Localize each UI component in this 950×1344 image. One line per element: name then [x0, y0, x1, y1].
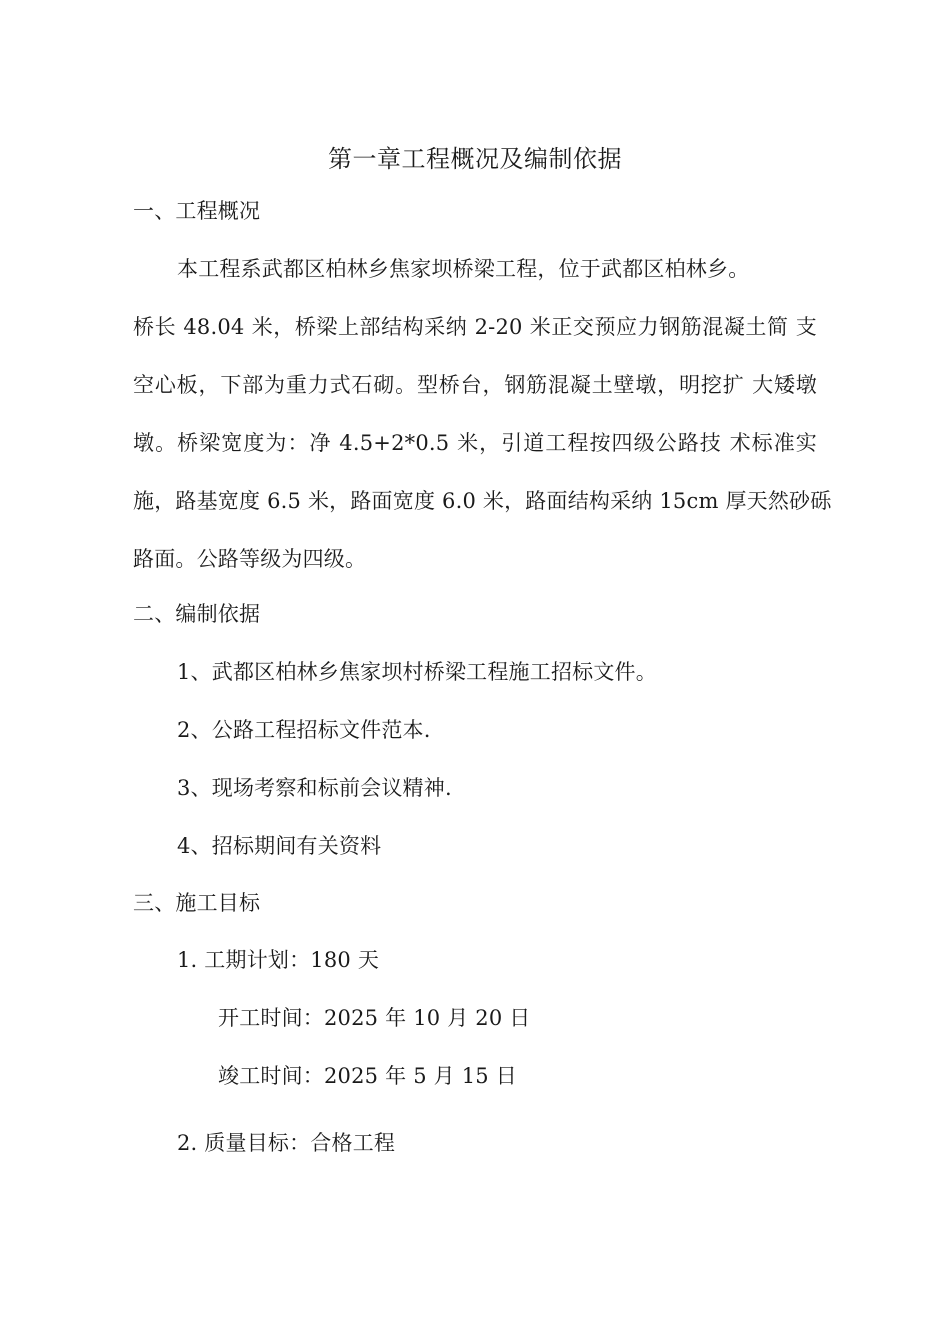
list-item: 3、现场考察和标前会议精神. — [177, 776, 452, 800]
paragraph-line: 施，路基宽度 6.5 米，路面宽度 6.0 米，路面结构采纳 15cm 厚天然砂砾 — [133, 489, 832, 513]
paragraph-line: 本工程系武都区柏林乡焦家坝桥梁工程，位于武都区柏林乡。 — [177, 257, 750, 281]
schedule-label: 1. 工期计划：180 天 — [177, 948, 380, 972]
chapter-title: 第一章工程概况及编制依据 — [328, 145, 622, 173]
paragraph-line: 路面。公路等级为四级。 — [133, 547, 367, 571]
list-item: 1、武都区柏林乡焦家坝村桥梁工程施工招标文件。 — [177, 660, 657, 684]
list-item: 2、公路工程招标文件范本. — [177, 718, 431, 742]
section-heading-overview: 一、工程概况 — [133, 199, 261, 223]
list-item: 4、招标期间有关资料 — [177, 834, 382, 858]
section-heading-basis: 二、编制依据 — [133, 602, 261, 626]
end-date: 竣工时间：2025 年 5 月 15 日 — [218, 1064, 517, 1088]
section-heading-goals: 三、施工目标 — [133, 891, 261, 915]
paragraph-line: 桥长 48.04 米，桥梁上部结构采纳 2-20 米正交预应力钢筋混凝土简 支 — [133, 315, 817, 339]
quality-goal: 2. 质量目标：合格工程 — [177, 1131, 396, 1155]
paragraph-line: 空心板，下部为重力式石砌。型桥台，钢筋混凝土壁墩，明挖扩 大矮墩 — [133, 373, 817, 397]
start-date: 开工时间：2025 年 10 月 20 日 — [218, 1006, 531, 1030]
paragraph-line: 墩。桥梁宽度为：净 4.5+2*0.5 米，引道工程按四级公路技 术标准实 — [133, 431, 817, 455]
